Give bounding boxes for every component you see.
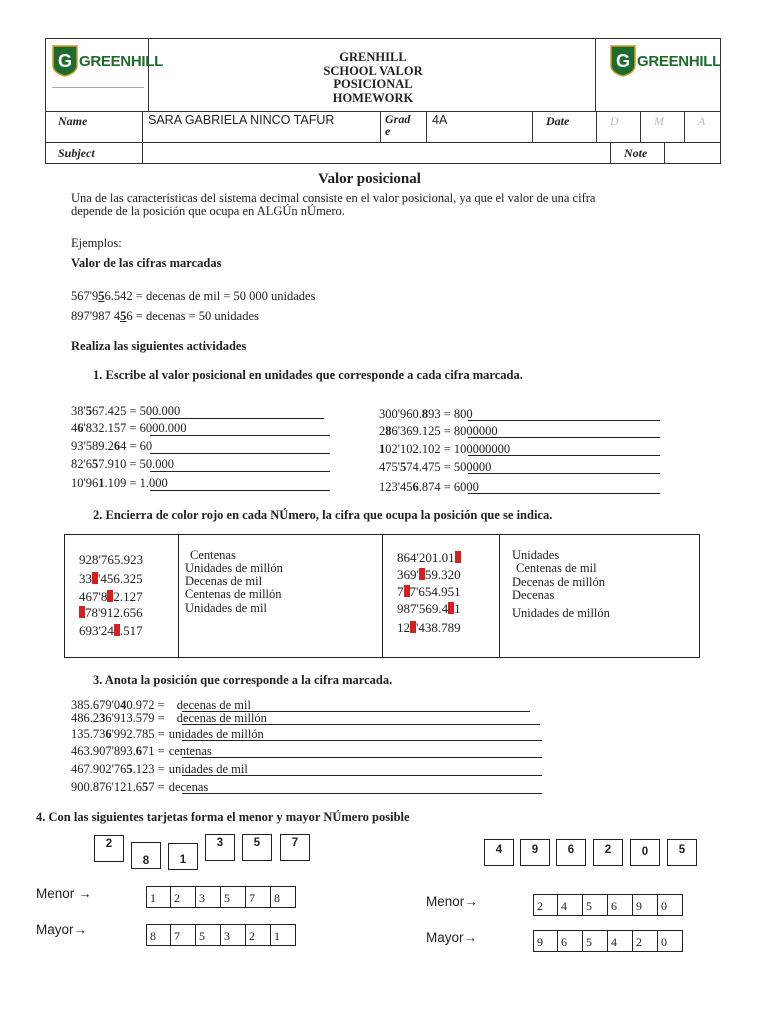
svg-text:G: G [615, 51, 631, 71]
number-card [556, 839, 586, 866]
number-text: '992.785 = [111, 727, 165, 741]
question-1-heading: 1. Escribe al valor posicional en unidades que corresponde a cada cifra marcada. [93, 368, 523, 382]
marked-digit: 5 [92, 457, 99, 471]
example-2 [71, 309, 259, 324]
position-label: Unidades de millón [185, 561, 283, 575]
number-text: 74.475 = [406, 460, 451, 474]
answer-line [150, 435, 330, 436]
answer-line [468, 493, 660, 494]
answer-digit-cell[interactable]: 1 [146, 886, 171, 908]
position-label: Decenas de millón [512, 575, 606, 589]
number-text: 864'201.01 [397, 550, 455, 565]
table-divider [499, 535, 500, 657]
number-card [520, 839, 550, 866]
q2-number [397, 567, 461, 583]
number-text: 6'913.579 = [105, 711, 165, 725]
number-card [131, 842, 161, 869]
q2-number [397, 620, 461, 636]
answer-digit-cell[interactable]: 5 [583, 894, 608, 916]
q2-number [397, 550, 461, 566]
example-text: 567'9 [71, 289, 99, 303]
answer-line [182, 724, 540, 725]
answer-digit-cell[interactable]: 3 [221, 924, 246, 946]
answer-digit-cell[interactable]: 5 [221, 886, 246, 908]
number-text: 385.679'0 [71, 698, 121, 712]
number-text: 2 [379, 424, 386, 438]
mayor-label-left: Mayor→ [36, 922, 88, 937]
number-text: 12 [397, 620, 410, 635]
answer-digit-cell[interactable]: 2 [533, 894, 558, 916]
card-digit: 7 [291, 837, 299, 849]
title-line: GRENHILL [339, 50, 407, 64]
table-divider [178, 535, 179, 657]
number-text: 6'369.125 = [391, 424, 451, 438]
header-divider [640, 111, 641, 142]
answer-digit-cell[interactable]: 4 [608, 930, 633, 952]
card-digit: 8 [142, 855, 150, 867]
answer-value[interactable]: decenas de mil [176, 698, 251, 712]
answer-digit-cell[interactable]: 9 [533, 930, 558, 952]
logo-text: GREENHILL [637, 52, 721, 70]
name-label: Name [58, 114, 88, 128]
q2-number [79, 623, 143, 639]
answer-value[interactable]: centenas [168, 744, 212, 758]
example-1 [71, 289, 315, 304]
marked-digit: 6 [412, 480, 419, 494]
answer-value[interactable]: decenas de millón [176, 711, 267, 725]
date-year[interactable]: A [698, 114, 706, 128]
card-digit: 0 [641, 846, 649, 858]
number-text: 693'24 [79, 623, 114, 638]
number-text: 7 [397, 584, 404, 599]
number-text: 4 [71, 421, 78, 435]
number-text: 0.972 = [126, 698, 165, 712]
grade-label-line: Grad [385, 112, 411, 126]
number-text: 475' [379, 460, 401, 474]
number-text: .109 = [104, 476, 137, 490]
number-text: 300'960. [379, 407, 422, 421]
red-marked-digit[interactable]: 3 [410, 621, 417, 636]
number-text: 71 = [142, 744, 165, 758]
number-card [630, 839, 660, 866]
answer-line [468, 455, 660, 456]
answer-value[interactable]: 1.000 [139, 476, 168, 490]
date-label: Date [546, 114, 570, 128]
q1-item [379, 480, 479, 495]
number-text: 7'654.951 [409, 584, 461, 599]
q2-number [79, 552, 143, 568]
number-card [242, 834, 272, 861]
number-text: 10'96 [71, 476, 99, 490]
examples-label: Ejemplos: [71, 236, 122, 250]
marked-digit: 5 [142, 780, 149, 794]
answer-value[interactable]: decenas [168, 780, 209, 794]
answer-digit-cell[interactable]: 3 [196, 886, 221, 908]
number-text: 93'589.2 [71, 439, 114, 453]
marked-digit: 6 [135, 744, 143, 758]
svg-text:G: G [57, 51, 73, 71]
number-text: 467'8 [79, 589, 108, 604]
q2-number [397, 601, 461, 617]
q2-number [79, 571, 143, 587]
marked-digit: 1 [98, 476, 105, 490]
answer-value[interactable]: unidades de mil [168, 762, 248, 776]
examples-heading: Valor de las cifras marcadas [71, 256, 222, 270]
number-card [280, 834, 310, 861]
marked-digit: 8 [385, 424, 392, 438]
intro-paragraph-line: depende de la posición que ocupa en ALGÚn nÚmero. [71, 204, 345, 218]
section-title: Valor posicional [318, 171, 421, 187]
q2-number [397, 584, 461, 600]
number-text: 467.902'76 [71, 762, 127, 776]
header-divider [46, 142, 720, 143]
answer-value[interactable]: 800 [453, 407, 473, 421]
marked-digit: 6 [105, 727, 112, 741]
answer-digit-cell[interactable]: 2 [171, 886, 196, 908]
answer-line [150, 471, 330, 472]
answer-digit-cell[interactable]: 4 [558, 894, 583, 916]
position-label: Unidades de mil [185, 601, 267, 615]
answer-digit-cell[interactable]: 7 [246, 886, 271, 908]
red-marked-digit[interactable]: 9 [92, 572, 99, 587]
position-label: Centenas de mil [516, 561, 597, 575]
header-divider [46, 111, 720, 112]
header-table [45, 38, 721, 164]
answer-value[interactable]: 8000000 [453, 424, 498, 438]
answer-digit-cell[interactable]: 7 [171, 924, 196, 946]
q1-item [71, 439, 152, 454]
position-label: Centenas [190, 548, 236, 562]
position-label: Unidades [512, 548, 560, 562]
number-text: '832.157 = [83, 421, 137, 435]
header-divider [664, 142, 665, 163]
header-divider [596, 111, 597, 142]
header-divider [426, 111, 427, 142]
number-text: 928'765. [79, 552, 124, 567]
title-line: POSICIONAL [333, 77, 413, 91]
red-marked-digit[interactable]: 8 [113, 624, 121, 639]
card-digit: 5 [253, 837, 261, 849]
number-text: '456.325 [98, 571, 143, 586]
question-2-heading: 2. Encierra de color rojo en cada NÚmero, la cifra que ocupa la posición que se indica. [93, 508, 553, 522]
marked-digit: 5 [120, 309, 127, 323]
activities-heading: Realiza las siguientes actividades [71, 339, 247, 353]
answer-row [533, 930, 683, 954]
answer-line [182, 793, 542, 794]
q1-item [71, 476, 168, 491]
answer-digit-cell[interactable]: 5 [196, 924, 221, 946]
number-text: '438.789 [416, 620, 461, 635]
marked-digit: 5 [98, 289, 105, 303]
logo-underline [52, 87, 144, 88]
answer-digit-cell[interactable]: 8 [271, 886, 296, 908]
number-text: 369' [397, 567, 419, 582]
answer-line [150, 453, 330, 454]
q1-item [71, 457, 174, 472]
header-divider [532, 111, 533, 142]
example-text: 897'987 4 [71, 309, 121, 323]
q2-table [64, 534, 700, 658]
marked-digit: 5 [126, 762, 133, 776]
number-text: .517 [119, 623, 143, 638]
number-text: 135.73 [71, 727, 106, 741]
answer-line [182, 740, 542, 741]
grade-label-line: e [385, 124, 391, 138]
number-text: 02'102.102 = [385, 442, 451, 456]
q1-item [71, 404, 180, 419]
card-digit: 2 [604, 844, 612, 856]
header-divider [610, 142, 611, 163]
question-3-heading: 3. Anota la posición que corresponde a la cifra marcada. [93, 673, 393, 687]
number-card [593, 839, 623, 866]
number-text: 59.320 [424, 567, 461, 582]
menor-label-right: Menor→ [426, 894, 478, 909]
red-marked-digit[interactable]: 9 [403, 585, 410, 600]
question-4-heading: 4. Con las siguientes tarjetas forma el menor y mayor NÚmero posible [36, 810, 410, 824]
number-text: 67.425 = [92, 404, 137, 418]
number-text: 987'569.4 [397, 601, 449, 616]
answer-value[interactable]: 500000 [453, 460, 492, 474]
answer-digit-cell[interactable]: 2 [633, 930, 658, 952]
grade-value[interactable]: 4A [432, 113, 448, 127]
red-marked-digit[interactable]: 4 [454, 551, 462, 566]
answer-value[interactable]: 6000.000 [139, 421, 187, 435]
card-digit: 6 [567, 844, 575, 856]
red-marked-digit[interactable]: 3 [107, 590, 114, 605]
number-card [484, 839, 514, 866]
answer-line [182, 775, 542, 776]
answer-digit-cell[interactable]: 2 [246, 924, 271, 946]
header-divider [380, 111, 381, 142]
answer-value[interactable]: 100000000 [453, 442, 511, 456]
subject-label: Subject [58, 146, 95, 160]
red-marked-digit[interactable]: 3 [418, 568, 426, 583]
number-text: 923 [123, 552, 144, 567]
marked-digit: 5 [85, 404, 93, 418]
marked-digit: 1 [379, 442, 386, 456]
number-card [94, 835, 124, 862]
shield-logo-icon [52, 45, 78, 77]
logo-text: GREENHILL [79, 52, 163, 70]
red-marked-digit[interactable]: 2 [448, 602, 455, 617]
card-digit: 1 [179, 854, 187, 866]
answer-digit-cell[interactable]: 0 [658, 894, 683, 916]
q1-item [379, 407, 473, 422]
note-label: Note [624, 146, 648, 160]
position-label: Decenas de mil [185, 574, 263, 588]
marked-digit: 3 [99, 711, 106, 725]
number-text: .874 = [418, 480, 451, 494]
intro-paragraph-line: Una de las características del sistema decimal consiste en el valor posicional, ya que el valor de una cifra [71, 191, 596, 205]
marked-digit: 6 [113, 439, 121, 453]
answer-digit-cell[interactable]: 8 [146, 924, 171, 946]
marked-digit: 4 [120, 698, 127, 712]
marked-digit: 5 [400, 460, 407, 474]
header-divider [142, 111, 143, 163]
menor-label-left: Menor → [36, 886, 92, 901]
card-digit: 4 [495, 844, 503, 856]
marked-digit: 8 [421, 407, 429, 421]
title-line: SCHOOL VALOR [323, 63, 423, 78]
example-text: 6.542 = decenas de mil = 50 000 unidades [104, 289, 316, 303]
position-label: Unidades de millón [512, 606, 610, 620]
answer-row [533, 894, 683, 918]
date-month[interactable]: M [654, 114, 664, 128]
answer-digit-cell[interactable]: 0 [658, 930, 683, 952]
title-line: HOMEWORK [332, 90, 414, 105]
number-text: 93 = [428, 407, 451, 421]
card-digit: 9 [531, 844, 539, 856]
number-text: 123'45 [379, 480, 413, 494]
document-title [149, 51, 597, 105]
q2-number [79, 605, 143, 621]
answer-row [146, 924, 296, 948]
answer-line [182, 757, 542, 758]
card-digit: 5 [678, 844, 686, 856]
number-card [667, 839, 697, 866]
answer-digit-cell[interactable]: 9 [633, 894, 658, 916]
answer-row [146, 886, 296, 910]
answer-line [468, 420, 660, 421]
example-text: 6 = decenas = 50 unidades [126, 309, 259, 323]
number-card [168, 843, 198, 870]
name-value[interactable]: SARA GABRIELA NINCO TAFUR [148, 113, 335, 127]
number-text: 2.127 [113, 589, 143, 604]
mayor-label-right: Mayor→ [426, 930, 478, 945]
card-digit: 2 [105, 838, 113, 850]
number-text: 4 = [120, 439, 137, 453]
marked-digit: 6 [77, 421, 84, 435]
grade-label [385, 113, 410, 137]
number-text: 486.2 [71, 711, 100, 725]
position-label: Centenas de millón [185, 587, 282, 601]
answer-line [468, 437, 660, 438]
position-label: Decenas [512, 588, 555, 602]
number-text: 82'6 [71, 457, 93, 471]
number-text: 38' [71, 404, 86, 418]
answer-digit-cell[interactable]: 5 [583, 930, 608, 952]
school-logo-left [52, 45, 163, 77]
answer-value[interactable]: 500.000 [139, 404, 181, 418]
answer-digit-cell[interactable]: 6 [608, 894, 633, 916]
school-logo-right [610, 45, 721, 77]
answer-line [468, 473, 660, 474]
table-divider [382, 535, 383, 657]
answer-digit-cell[interactable]: 6 [558, 930, 583, 952]
card-digit: 3 [216, 837, 224, 849]
answer-line [150, 490, 330, 491]
number-text: 78'912.656 [85, 605, 143, 620]
red-marked-digit[interactable]: 5 [79, 606, 86, 621]
answer-value[interactable]: 6000 [453, 480, 479, 494]
number-text: 463.907'893. [71, 744, 136, 758]
shield-logo-icon [610, 45, 636, 77]
header-divider [684, 111, 685, 142]
number-card [205, 834, 235, 861]
answer-line [150, 418, 324, 419]
number-text: 900.876'121.6 [71, 780, 143, 794]
q1-item [71, 421, 186, 436]
answer-value[interactable]: unidades de millón [168, 727, 264, 741]
answer-value[interactable]: 60 [139, 439, 153, 453]
date-day[interactable]: D [610, 114, 619, 128]
q2-number [79, 589, 143, 605]
number-text: .123 = [132, 762, 165, 776]
number-text: 7 = [148, 780, 165, 794]
answer-digit-cell[interactable]: 1 [271, 924, 296, 946]
number-text: 33 [79, 571, 92, 586]
number-text: 1 [454, 601, 461, 616]
number-text: 7.910 = [98, 457, 137, 471]
answer-value[interactable]: 50.000 [139, 457, 174, 471]
